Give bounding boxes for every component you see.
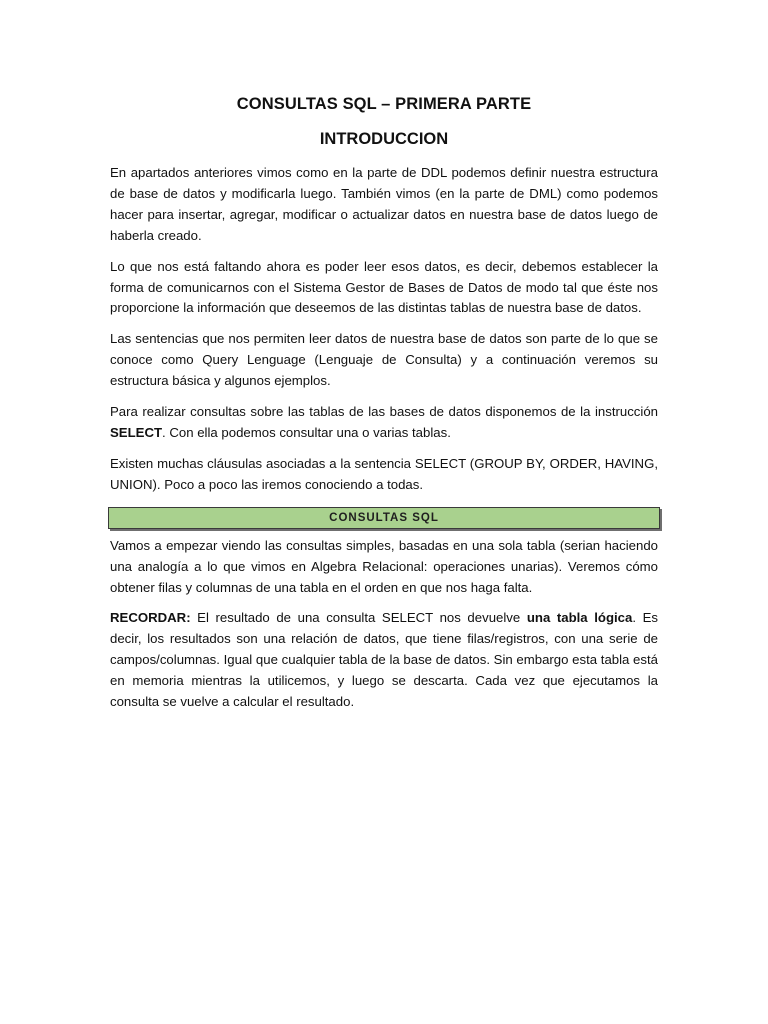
paragraph-ddl-dml: En apartados anteriores vimos como en la parte de DDL podemos definir nuestra estructura de base de datos y modificarla luego. También vimos (en la parte de DML) como podemos hacer para insertar, agregar, modificar o actualizar datos en nuestra base de datos luego de haberla creado. [110,165,658,243]
select-text-before: Para realizar consultas sobre las tablas de las bases de datos disponemos de la instrucción [110,404,658,420]
paragraph-recordar [110,608,658,713]
paragraph-query-language: Las sentencias que nos permiten leer datos de nuestra base de datos son parte de lo que se conoce como Query Lenguage (Lenguaje de Consulta) y a continuación veremos su estructura básica y algunos ejemplos. [110,331,658,389]
recordar-bold-phrase: una tabla lógica [526,610,633,626]
document-subtitle: INTRODUCCION [319,130,449,148]
section-heading-consultas-sql: CONSULTAS SQL [108,507,660,529]
paragraph-consultas-simples: Vamos a empezar viendo las consultas simples, basadas en una sola tabla (serian haciendo una analogía a lo que vimos en Algebra Relacional: operaciones unarias). Veremos cómo obtener filas y columnas de una tabla en el orden en que nos haga falta. [110,537,658,595]
recordar-label: RECORDAR: [110,610,191,626]
document-title: CONSULTAS SQL – PRIMERA PARTE [236,95,532,113]
select-text-after: . Con ella podemos consultar una o varias tablas. [162,424,451,440]
select-keyword: SELECT [110,424,163,440]
paragraph-clauses: Existen muchas cláusulas asociadas a la sentencia SELECT (GROUP BY, ORDER, HAVING, UNION). Poco a poco las iremos conociendo a todas. [110,455,658,492]
document-body [110,92,658,723]
paragraph-select-instruction [110,402,658,444]
paragraph-leer-datos: Lo que nos está faltando ahora es poder leer esos datos, es decir, debemos establecer la forma de comunicarnos con el Sistema Gestor de Bases de Datos de modo tal que éste nos proporcione la información que deseemos de las distintas tablas de nuestra base de datos. [110,258,658,316]
recordar-text-before: El resultado de una consulta SELECT nos devuelve [190,610,527,626]
recordar-text-after: . Es decir, los resultados son una relación de datos, que tiene filas/registros, con una serie de campos/columnas. Igual que cualquier tabla de la base de datos. Sin embargo esta tabla está en memoria mientras la utilicemos, y luego se descarta. Cada vez que ejecutamos la consulta se vuelve a calcular el resultado. [110,610,659,710]
